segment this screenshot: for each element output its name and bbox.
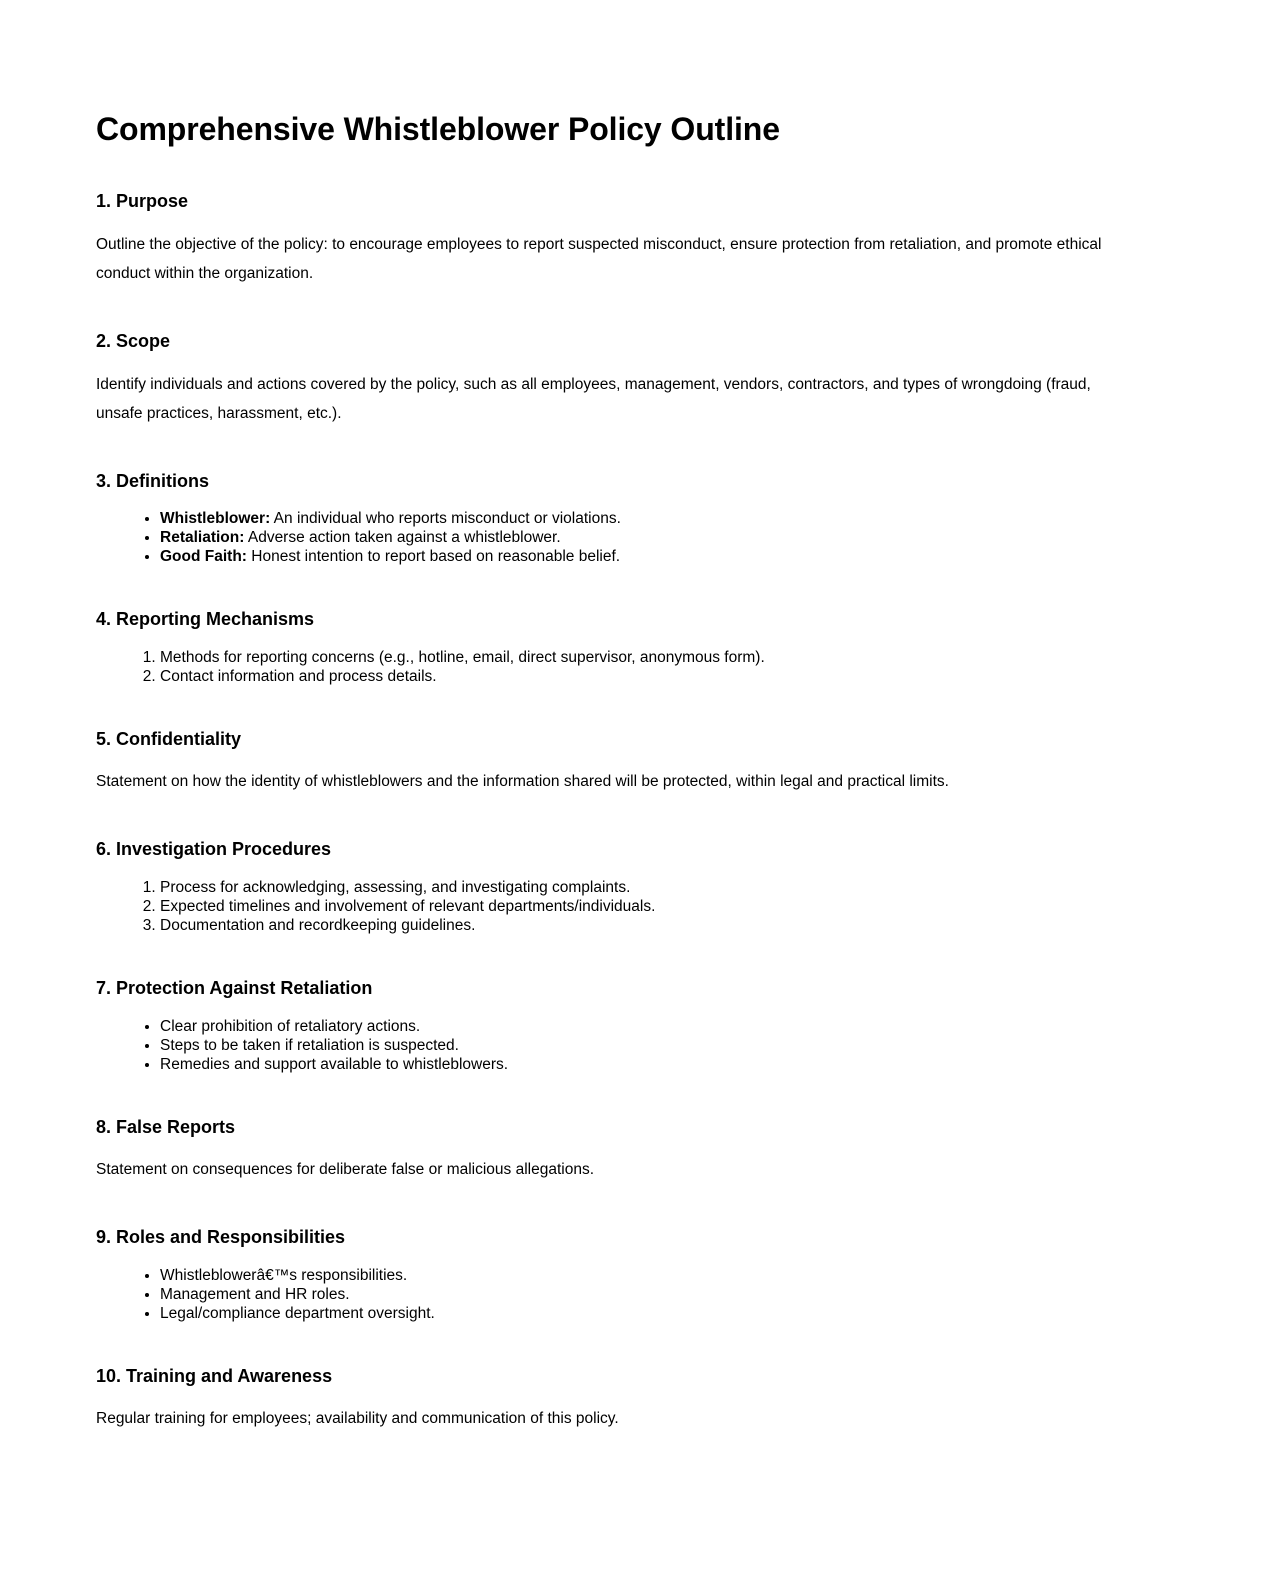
list-item (160, 547, 1131, 566)
document-body (96, 191, 1131, 1433)
list-item-text: Legal/compliance department oversight. (160, 1304, 435, 1322)
section-heading: 5. Confidentiality (96, 728, 242, 749)
list-item (160, 897, 1131, 916)
document-section (96, 1117, 1131, 1185)
list-item-text: Contact information and process details. (160, 667, 437, 685)
list-item-text: Honest intention to report based on reasonable belief. (246, 548, 621, 566)
list-item (160, 1266, 1131, 1285)
list-item-text: Process for acknowledging, assessing, and investigating complaints. (160, 878, 631, 896)
section-paragraph: Outline the objective of the policy: to encourage employees to report suspected misconduct, ensure protection from retaliation, and promote ethical conduct within the organization. (96, 235, 1102, 282)
list-item-text: Adverse action taken against a whistleblower. (244, 529, 561, 547)
section-paragraph: Statement on consequences for deliberate false or malicious allegations. (96, 1161, 595, 1179)
list-item-text: Documentation and recordkeeping guidelines. (160, 916, 476, 934)
section-heading: 10. Training and Awareness (96, 1365, 333, 1386)
section-heading: 7. Protection Against Retaliation (96, 977, 373, 998)
section-heading: 3. Definitions (96, 470, 210, 491)
bullet-list (96, 1266, 1131, 1323)
ordered-list (96, 878, 1131, 935)
section-heading: 4. Reporting Mechanisms (96, 609, 315, 630)
list-item (160, 667, 1131, 686)
list-item (160, 509, 1131, 528)
document-section (96, 191, 1131, 288)
list-item-term: Retaliation: (160, 529, 245, 547)
list-item (160, 648, 1131, 667)
list-item-text: An individual who reports misconduct or violations. (270, 510, 621, 528)
section-heading: 1. Purpose (96, 191, 189, 212)
list-item-text: Management and HR roles. (160, 1285, 350, 1303)
list-item (160, 528, 1131, 547)
list-item-text: Expected timelines and involvement of relevant departments/individuals. (160, 897, 656, 915)
section-paragraph: Statement on how the identity of whistleblowers and the information shared will be protected, within legal and practical limits. (96, 773, 949, 791)
list-item-text: Methods for reporting concerns (e.g., hotline, email, direct supervisor, anonymous form). (160, 648, 765, 666)
list-item-term: Whistleblower: (160, 510, 271, 528)
section-paragraph: Identify individuals and actions covered by the policy, such as all employees, management, vendors, contractors, and types of wrongdoing (fraud, unsafe practices, harassment, etc.). (96, 375, 1091, 422)
list-item-term: Good Faith: (160, 548, 247, 566)
section-heading: 8. False Reports (96, 1116, 236, 1137)
list-item-text: Whistleblowerâ€™s responsibilities. (160, 1266, 408, 1284)
document-section (96, 1227, 1131, 1323)
document-section (96, 1366, 1131, 1434)
document-section (96, 978, 1131, 1074)
ordered-list (96, 648, 1131, 686)
section-paragraph: Regular training for employees; availability and communication of this policy. (96, 1410, 619, 1428)
section-heading: 2. Scope (96, 330, 171, 351)
list-item (160, 1055, 1131, 1074)
list-item-text: Clear prohibition of retaliatory actions. (160, 1017, 421, 1035)
list-item (160, 1304, 1131, 1323)
document-section (96, 839, 1131, 935)
list-item (160, 1036, 1131, 1055)
list-item-text: Remedies and support available to whistleblowers. (160, 1055, 509, 1073)
page-title: Comprehensive Whistleblower Policy Outline (96, 111, 780, 147)
section-heading: 6. Investigation Procedures (96, 839, 332, 860)
document-section (96, 609, 1131, 686)
document-section (96, 471, 1131, 567)
list-item (160, 1285, 1131, 1304)
document-section (96, 331, 1131, 428)
section-heading: 9. Roles and Responsibilities (96, 1227, 346, 1248)
list-item (160, 1017, 1131, 1036)
bullet-list (96, 509, 1131, 566)
list-item (160, 916, 1131, 935)
list-item-text: Steps to be taken if retaliation is suspected. (160, 1036, 459, 1054)
bullet-list (96, 1017, 1131, 1074)
list-item (160, 878, 1131, 897)
document-section (96, 729, 1131, 797)
